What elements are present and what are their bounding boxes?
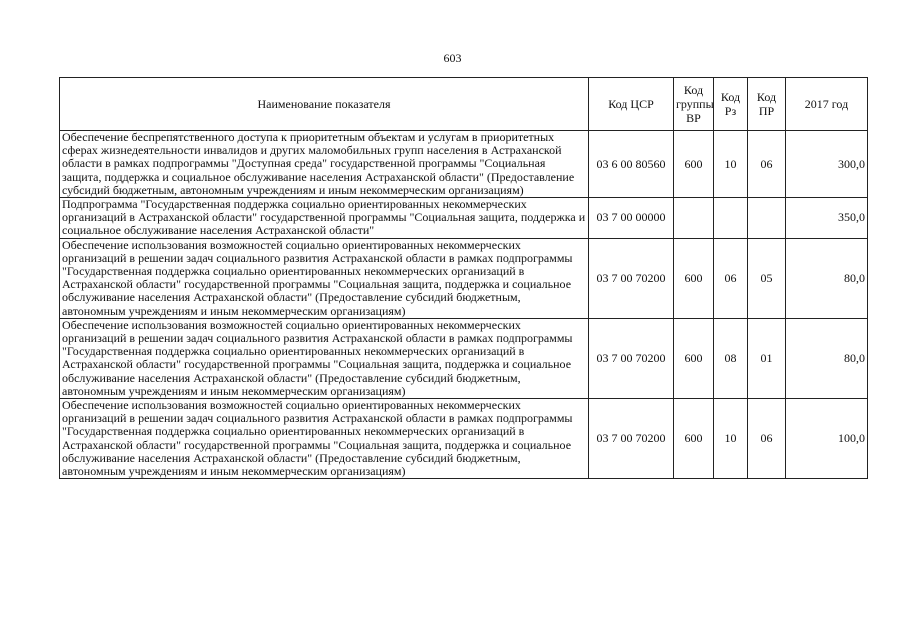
row-amount: 80,0 <box>786 238 868 318</box>
budget-table <box>59 77 868 479</box>
row-csr: 03 7 00 00000 <box>589 198 674 239</box>
table-row <box>60 131 868 198</box>
table-row <box>60 238 868 318</box>
header-csr: Код ЦСР <box>589 78 674 131</box>
row-name: Обеспечение использования возможностей социально ориентированных некоммерческих организаций в решении задач социального развития Астраханской области в рамках подпрограммы "Государственная поддержка социально ориентированных некоммерческих организаций в Астраханской области" государственной программы "Социальная защита, поддержка и социальное обслуживание населения Астраханской области" (Предоставление субсидий бюджетным, автономным учреждениям и иным некоммерческим организациям) <box>60 318 589 398</box>
row-amount: 80,0 <box>786 318 868 398</box>
header-rz: Код Рз <box>714 78 748 131</box>
table-row <box>60 318 868 398</box>
row-amount: 350,0 <box>786 198 868 239</box>
row-vr: 600 <box>674 238 714 318</box>
row-pr: 06 <box>748 399 786 479</box>
row-name: Обеспечение беспрепятственного доступа к приоритетным объектам и услугам в приоритетных сферах жизнедеятельности инвалидов и других маломобильных групп населения в Астраханской области в рамках подпрограммы "Доступная среда" государственной программы "Социальная защита, поддержка и социальное обслуживание населения Астраханской области" (Предоставление субсидий бюджетным, автономным учреждениям и иным некоммерческим организациям) <box>60 131 589 198</box>
row-rz: 10 <box>714 131 748 198</box>
header-vr: Код группы ВР <box>674 78 714 131</box>
row-name: Обеспечение использования возможностей социально ориентированных некоммерческих организаций в решении задач социального развития Астраханской области в рамках подпрограммы "Государственная поддержка социально ориентированных некоммерческих организаций в Астраханской области" государственной программы "Социальная защита, поддержка и социальное обслуживание населения Астраханской области" (Предоставление субсидий бюджетным, автономным учреждениям и иным некоммерческим организациям) <box>60 399 589 479</box>
row-rz <box>714 198 748 239</box>
row-vr: 600 <box>674 318 714 398</box>
row-vr <box>674 198 714 239</box>
row-csr: 03 6 00 80560 <box>589 131 674 198</box>
header-name: Наименование показателя <box>60 78 589 131</box>
table-row <box>60 399 868 479</box>
row-csr: 03 7 00 70200 <box>589 399 674 479</box>
row-pr: 05 <box>748 238 786 318</box>
row-csr: 03 7 00 70200 <box>589 238 674 318</box>
row-vr: 600 <box>674 131 714 198</box>
row-pr <box>748 198 786 239</box>
row-rz: 08 <box>714 318 748 398</box>
table-header-row <box>60 78 868 131</box>
row-pr: 01 <box>748 318 786 398</box>
page-number: 603 <box>443 51 462 65</box>
header-pr: Код ПР <box>748 78 786 131</box>
row-pr: 06 <box>748 131 786 198</box>
table-row <box>60 198 868 239</box>
row-rz: 10 <box>714 399 748 479</box>
row-name: Обеспечение использования возможностей социально ориентированных некоммерческих организаций в решении задач социального развития Астраханской области в рамках подпрограммы "Государственная поддержка социально ориентированных некоммерческих организаций в Астраханской области" государственной программы "Социальная защита, поддержка и социальное обслуживание населения Астраханской области" (Предоставление субсидий бюджетным, автономным учреждениям и иным некоммерческим организациям) <box>60 238 589 318</box>
row-name: Подпрограмма "Государственная поддержка социально ориентированных некоммерческих организаций в Астраханской области" государственной программы "Социальная защита, поддержка и социальное обслуживание населения Астраханской области" <box>60 198 589 239</box>
row-amount: 100,0 <box>786 399 868 479</box>
row-csr: 03 7 00 70200 <box>589 318 674 398</box>
row-vr: 600 <box>674 399 714 479</box>
row-rz: 06 <box>714 238 748 318</box>
row-amount: 300,0 <box>786 131 868 198</box>
header-year: 2017 год <box>786 78 868 131</box>
